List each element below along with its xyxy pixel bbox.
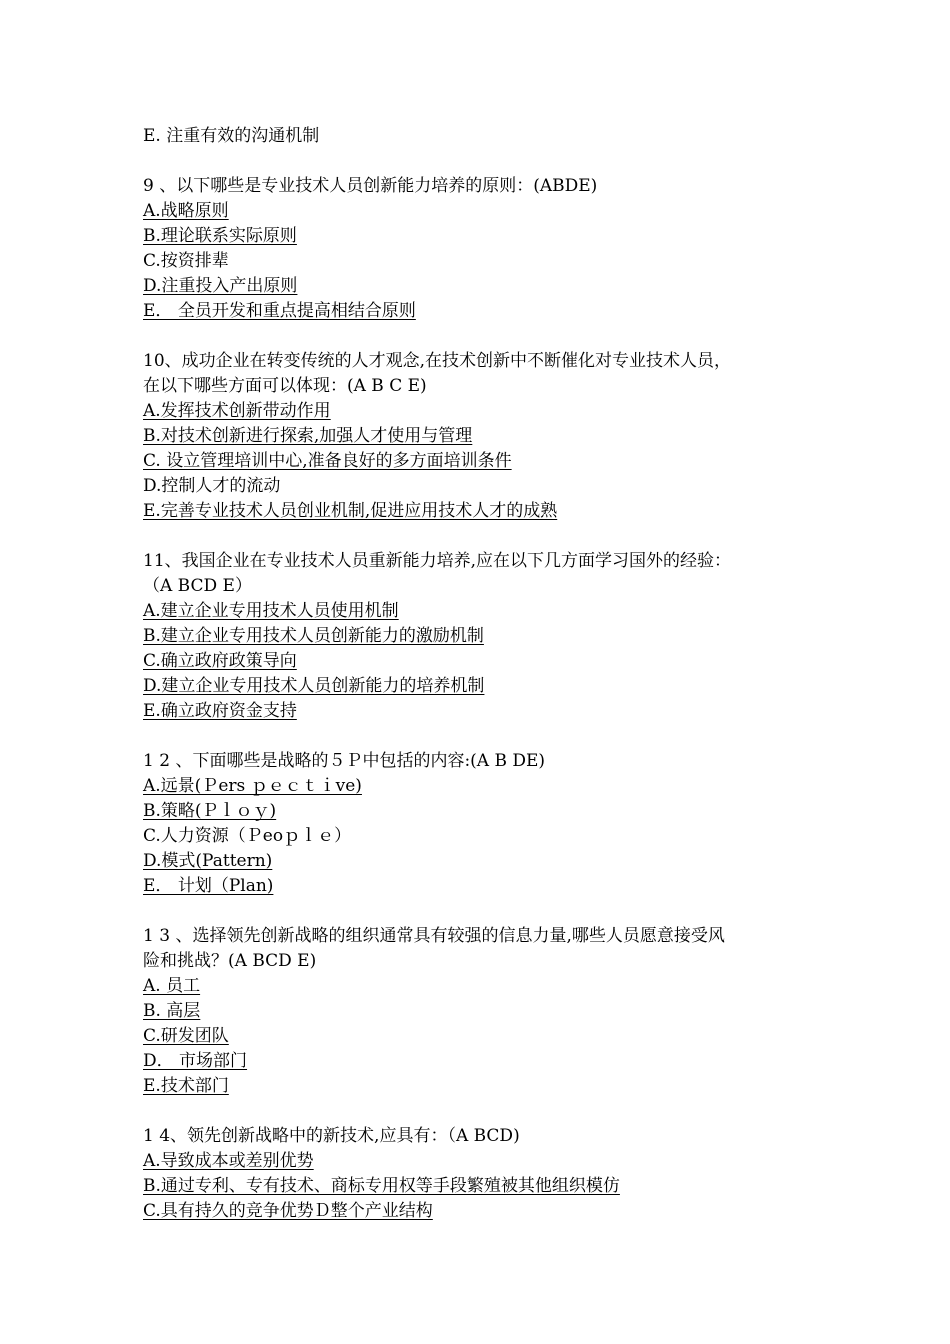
answer-option: C.具有持久的竞争优势Ｄ整个产业结构: [143, 1201, 433, 1221]
answer-option: E． 全员开发和重点提高相结合原则: [143, 301, 416, 321]
answer-option: A.建立企业专用技术人员使用机制: [143, 601, 399, 621]
answer-option: B.通过专利、专有技术、商标专用权等手段繁殖被其他组织模仿: [143, 1176, 620, 1196]
question-stem: 1 3 、选择领先创新战略的组织通常具有较强的信息力量,哪些人员愿意接受风: [143, 926, 725, 946]
answer-option: B. 高层: [143, 1001, 201, 1021]
answer-option: A.发挥技术创新带动作用: [143, 401, 331, 421]
question-stem: 11、我国企业在专业技术人员重新能力培养,应在以下几方面学习国外的经验：: [143, 551, 732, 571]
answer-option: C.人力资源（Ｐeoｐｌｅ）: [143, 826, 352, 846]
option-text: E. 注重有效的沟通机制: [143, 126, 320, 146]
answer-option: A.远景(Ｐers ｐｅｃｔｉve): [143, 776, 362, 796]
answer-option: D.控制人才的流动: [143, 476, 281, 496]
question-stem: （A BCD E）: [143, 576, 252, 596]
answer-option: D.模式(Pattern): [143, 851, 273, 871]
answer-option: D.注重投入产出原则: [143, 276, 298, 296]
answer-option: D.建立企业专用技术人员创新能力的培养机制: [143, 676, 485, 696]
answer-option: D． 市场部门: [143, 1051, 248, 1071]
answer-option: E． 计划（Plan): [143, 876, 274, 896]
answer-option: B.对技术创新进行探索,加强人才使用与管理: [143, 426, 473, 446]
question-stem: 在以下哪些方面可以体现：(A B C E): [143, 376, 427, 396]
question-stem: 1 4、领先创新战略中的新技术,应具有：（A BCD): [143, 1126, 520, 1146]
answer-option: A.战略原则: [143, 201, 229, 221]
answer-option: B.策略(Ｐｌｏｙ): [143, 801, 277, 821]
question-stem: 1 2 、下面哪些是战略的５Ｐ中包括的内容:(A B DE): [143, 751, 546, 771]
answer-option: A.导致成本或差别优势: [143, 1151, 314, 1171]
answer-option: C.研发团队: [143, 1026, 229, 1046]
answer-option: E.完善专业技术人员创业机制,促进应用技术人才的成熟: [143, 501, 558, 521]
answer-option: E.确立政府资金支持: [143, 701, 297, 721]
answer-option: C. 设立管理培训中心,准备良好的多方面培训条件: [143, 451, 512, 471]
answer-option: C.按资排辈: [143, 251, 229, 271]
answer-option: C.确立政府政策导向: [143, 651, 297, 671]
question-stem: 10、成功企业在转变传统的人才观念,在技术创新中不断催化对专业技术人员，: [143, 351, 732, 371]
answer-option: B.理论联系实际原则: [143, 226, 297, 246]
question-stem: 9 、以下哪些是专业技术人员创新能力培养的原则：(ABDE): [143, 176, 598, 196]
answer-option: A. 员工: [143, 976, 201, 996]
answer-option: B.建立企业专用技术人员创新能力的激励机制: [143, 626, 484, 646]
answer-option: E.技术部门: [143, 1076, 229, 1096]
question-stem: 险和挑战？(A BCD E): [143, 951, 317, 971]
